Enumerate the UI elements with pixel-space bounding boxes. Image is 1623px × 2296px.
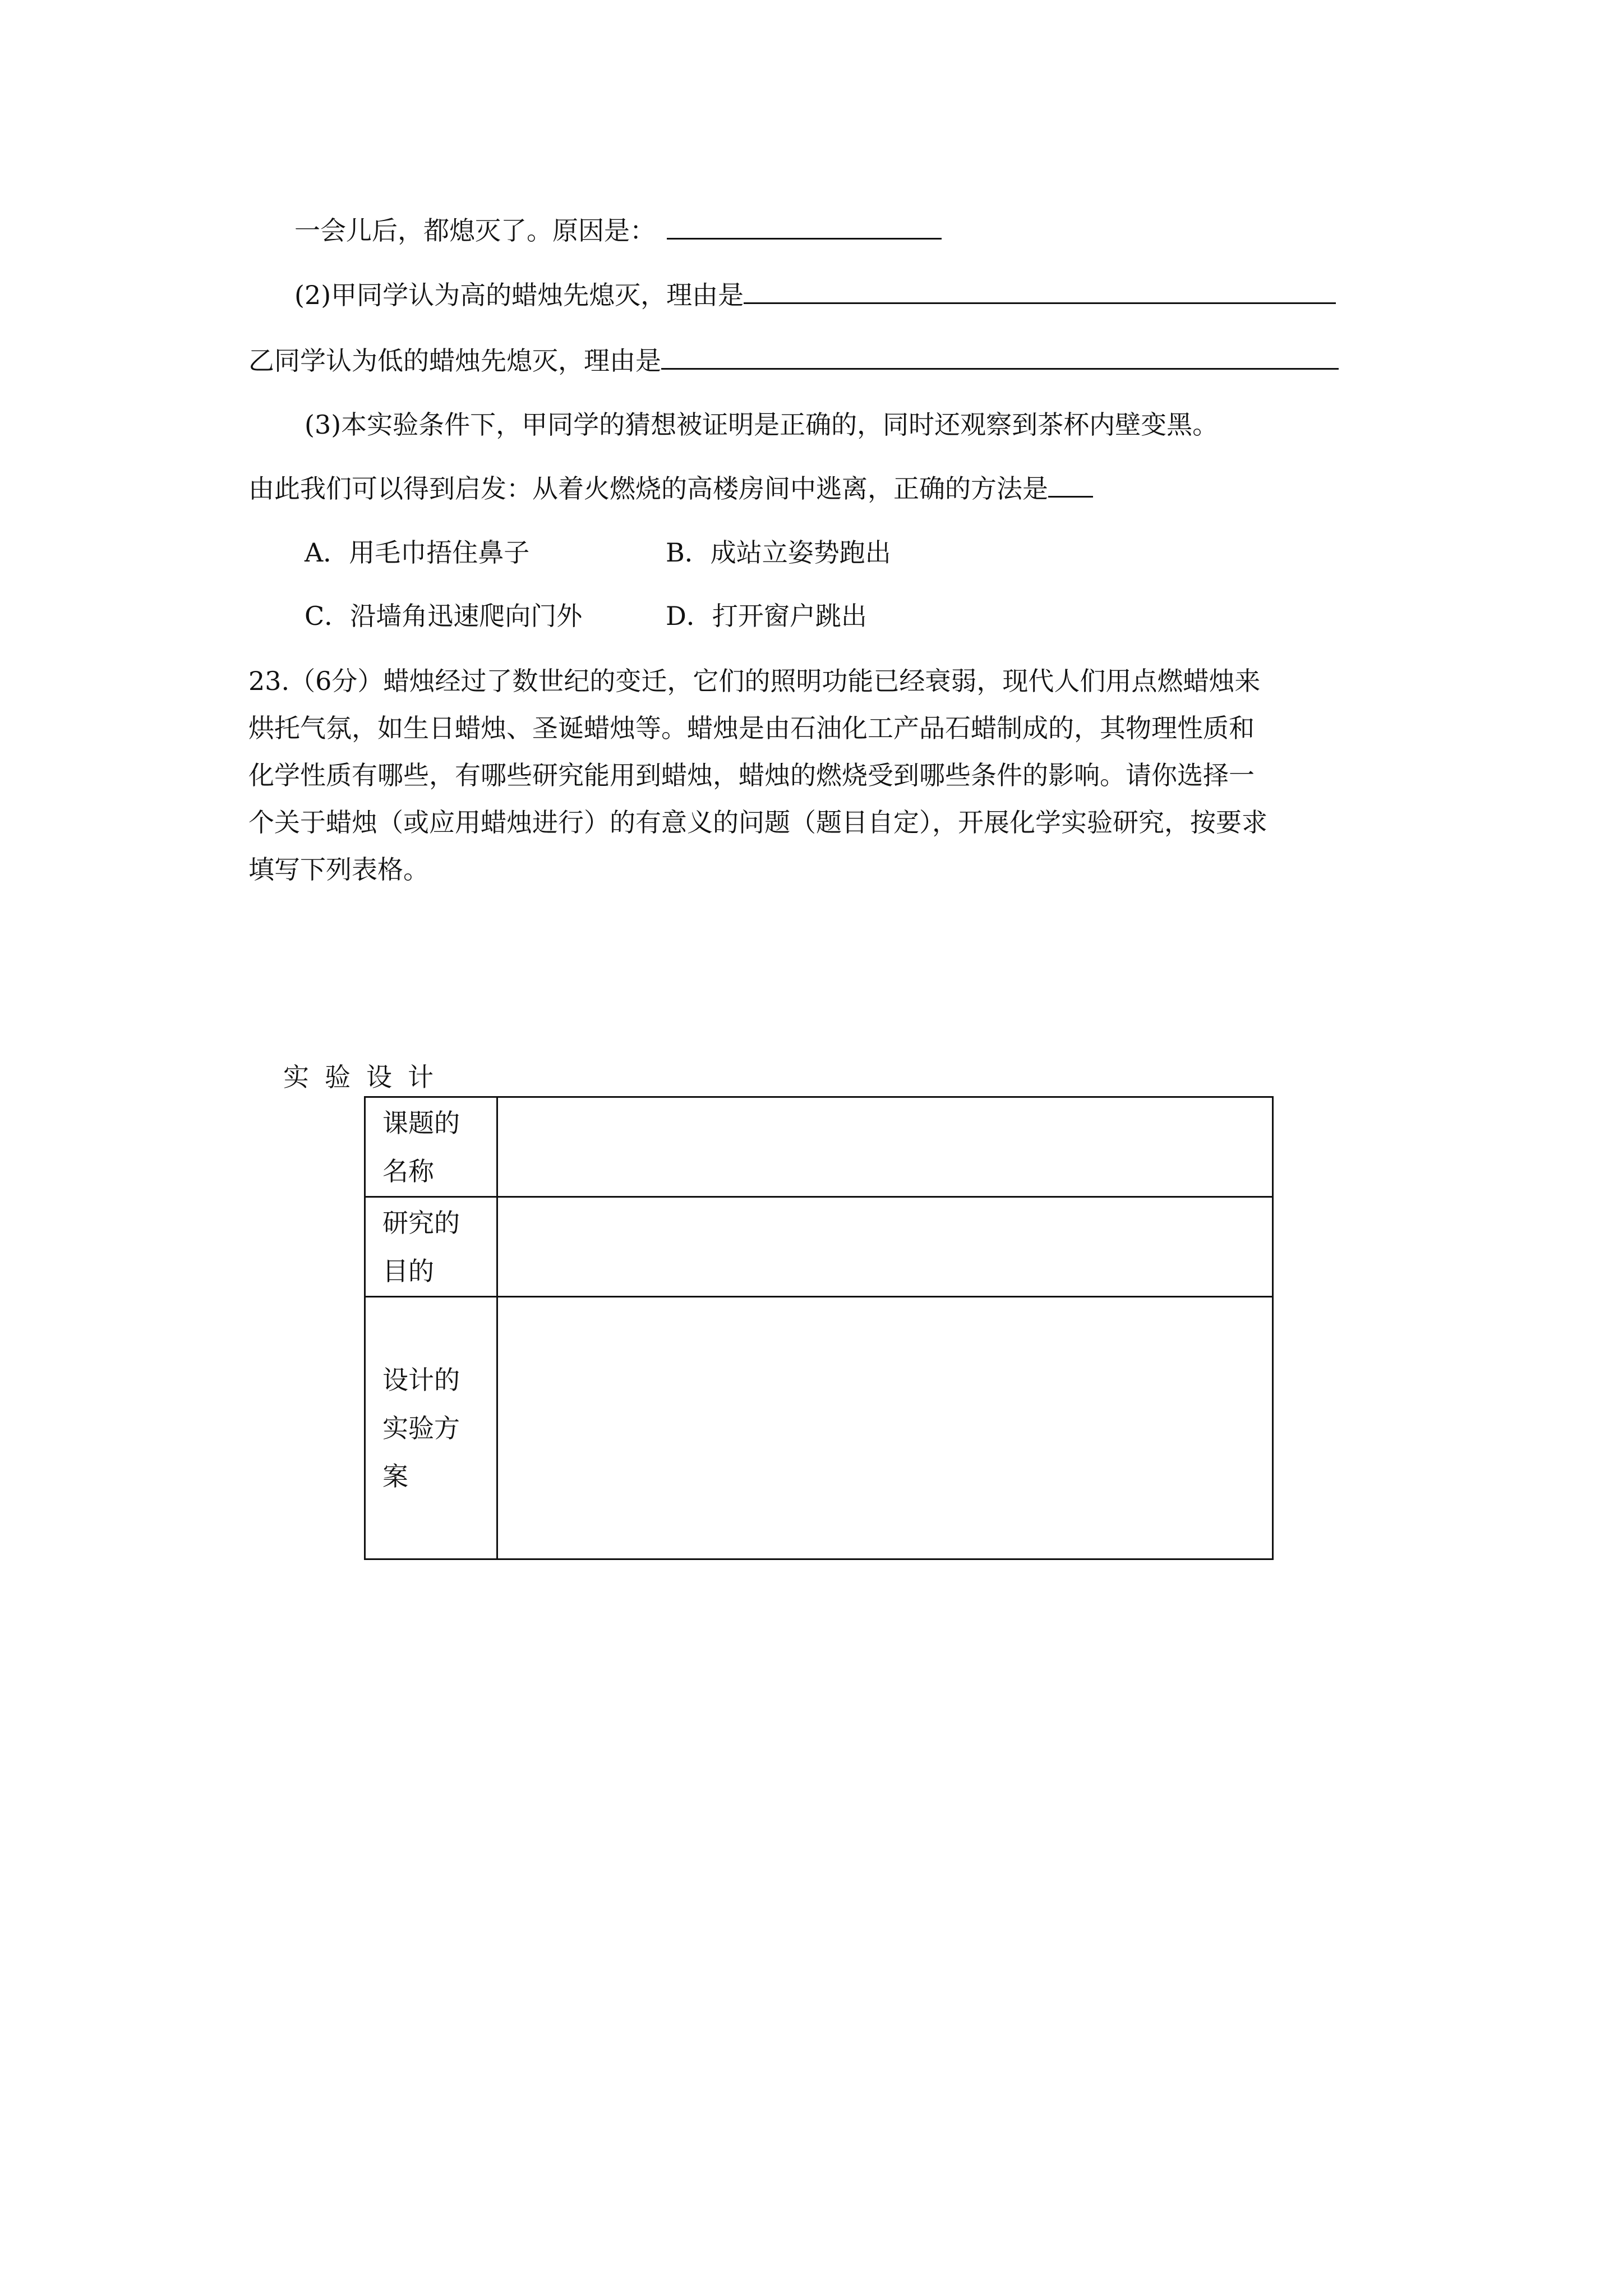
option-b[interactable]: [666, 536, 891, 569]
table-row-plan: [365, 1297, 1273, 1559]
row-label-line: 课题的: [382, 1107, 460, 1138]
table-row-purpose: [365, 1197, 1273, 1297]
q22-part3-a-text: (3)本实验条件下，甲同学的猜想被证明是正确的，同时还观察到茶杯内壁变黑。: [305, 409, 1219, 440]
q22-part2-b-text: 乙同学认为低的蜡烛先熄灭，理由是: [248, 346, 661, 376]
design-title: 实验设计: [283, 1062, 449, 1092]
row-label-line: 案: [382, 1461, 408, 1492]
q23-line4-text: 个关于蜡烛（或应用蜡烛进行）的有意义的问题（题目自定），开展化学实验研究，按要求: [248, 807, 1267, 838]
q23-line1: [248, 664, 1260, 698]
q22-part2-a: [294, 278, 1336, 312]
q23-line5: [248, 853, 429, 886]
option-a-text: A．用毛巾捂住鼻子: [305, 537, 530, 568]
table-row-topic: [365, 1097, 1273, 1197]
q22-part3-b: [248, 471, 1093, 505]
answer-cell-purpose[interactable]: [497, 1197, 1273, 1297]
q22-part3-a: [305, 408, 1218, 441]
row-label-line: 实验方: [382, 1412, 460, 1443]
q23-line2: [248, 711, 1255, 745]
answer-blank-jia-reason[interactable]: [744, 278, 1336, 304]
row-label-plan: [365, 1297, 497, 1559]
option-d-text: D．打开窗户跳出: [666, 601, 867, 631]
answer-cell-plan[interactable]: [497, 1297, 1273, 1559]
option-c-text: C．沿墙角迅速爬向门外: [305, 601, 583, 631]
row-label-purpose: [365, 1197, 497, 1297]
row-label-line: 研究的: [382, 1207, 460, 1238]
q22-part3-b-text: 由此我们可以得到启发：从着火燃烧的高楼房间中逃离，正确的方法是: [248, 473, 1048, 504]
row-label-line: 目的: [382, 1255, 434, 1286]
row-label-line: 名称: [382, 1156, 434, 1186]
row-label-topic: [365, 1097, 497, 1197]
answer-blank-escape[interactable]: [1048, 471, 1093, 498]
answer-blank-yi-reason[interactable]: [661, 343, 1339, 370]
option-d[interactable]: [666, 599, 867, 633]
q23-line4: [248, 806, 1267, 839]
q22-part2-b: [248, 343, 1339, 378]
q23-line1-text: 23.（6分）蜡烛经过了数世纪的变迁，它们的照明功能已经衰弱，现代人们用点燃蜡烛来: [248, 666, 1261, 696]
q23-line2-text: 烘托气氛，如生日蜡烛、圣诞蜡烛等。蜡烛是由石油化工产品石蜡制成的，其物理性质和: [248, 713, 1255, 743]
design-table: [364, 1096, 1274, 1560]
row-label-line: 设计的: [382, 1364, 460, 1395]
q23-line3-text: 化学性质有哪些，有哪些研究能用到蜡烛，蜡烛的燃烧受到哪些条件的影响。请你选择一: [248, 760, 1255, 790]
q22-part2-a-text: (2)甲同学认为高的蜡烛先熄灭，理由是: [294, 280, 744, 310]
answer-blank-reason[interactable]: [667, 213, 942, 240]
option-a[interactable]: [305, 536, 529, 569]
q22-line1-text: 一会儿后，都熄灭了。原因是：: [294, 215, 656, 246]
q22-line1: [294, 213, 942, 247]
option-c[interactable]: [305, 599, 582, 633]
answer-cell-topic[interactable]: [497, 1097, 1273, 1197]
q23-line5-text: 填写下列表格。: [248, 854, 429, 885]
option-b-text: B．成站立姿势跑出: [666, 537, 891, 568]
q23-line3: [248, 758, 1255, 792]
